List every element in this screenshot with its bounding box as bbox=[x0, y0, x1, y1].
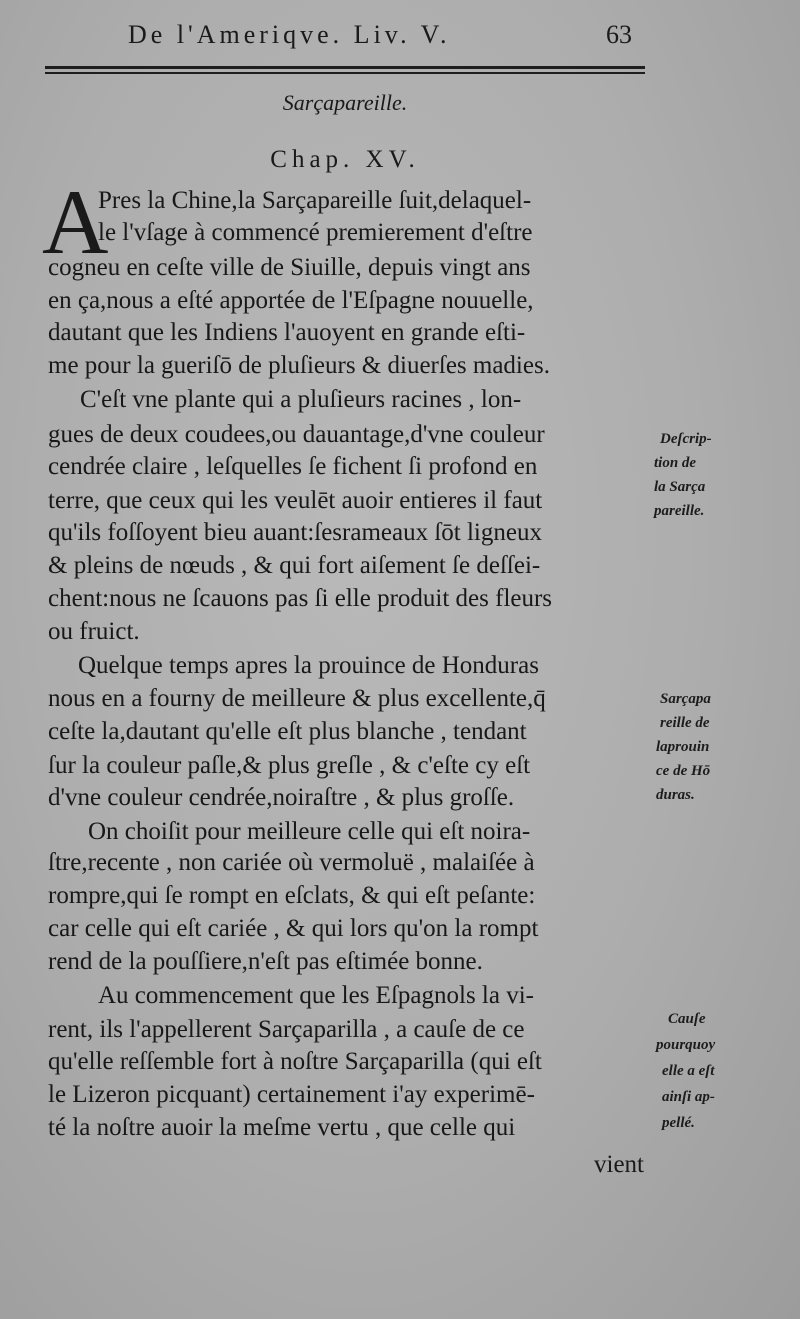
text-line: nous en a fourny de meilleure & plus excellente,q̄ bbox=[48, 685, 546, 712]
margin-note-line: ainſi ap- bbox=[662, 1089, 715, 1105]
drop-cap: A bbox=[42, 171, 109, 273]
text-line: terre, que ceux qui les veulēt auoir entieres il faut bbox=[48, 487, 543, 514]
margin-note-line: tion de bbox=[654, 455, 697, 471]
text-line: Au commencement que les Eſpagnols la vi- bbox=[98, 982, 534, 1009]
margin-note-line: reille de bbox=[660, 715, 710, 731]
margin-note-line: elle a eſt bbox=[662, 1063, 715, 1079]
section-title: Sarçapareille. bbox=[282, 90, 408, 115]
text-line: gues de deux coudees,ou dauantage,d'vne couleur bbox=[48, 421, 545, 448]
running-head bbox=[128, 20, 658, 56]
text-line: le Lizeron picquant) certainement i'ay experimē- bbox=[48, 1081, 535, 1108]
text-line: ſtre,recente , non cariée où vermoluë , malaiſée à bbox=[48, 849, 535, 876]
text-line: rompre,qui ſe rompt en eſclats, & qui eſt peſante: bbox=[48, 882, 536, 909]
header-rule bbox=[45, 66, 645, 69]
text-line: qu'ils foſſoyent bieu auant:ſesrameaux ſōt ligneux bbox=[48, 519, 542, 546]
margin-note-line: pareille. bbox=[654, 503, 705, 519]
text-line: On choiſit pour meilleure celle qui eſt noira- bbox=[88, 818, 531, 845]
running-head-title: De l'Ameriqve. Liv. V. bbox=[128, 20, 451, 49]
text-line: rend de la pouſſiere,n'eſt pas eſtimée bonne. bbox=[48, 948, 483, 975]
chapter-heading: Chap. XV. bbox=[270, 146, 420, 173]
text-line: me pour la gueriſō de pluſieurs & diuerſes madies. bbox=[48, 352, 550, 379]
text-line: qu'elle reſſemble fort à noſtre Sarçaparilla (qui eſt bbox=[48, 1048, 542, 1075]
text-line: ceſte la,dautant qu'elle eſt plus blanche , tendant bbox=[48, 718, 527, 745]
text-line: C'eſt vne plante qui a pluſieurs racines , lon- bbox=[80, 386, 522, 413]
text-line: cendrée claire , leſquelles ſe fichent ſi profond en bbox=[48, 453, 538, 480]
text-line: le l'vſage à commencé premierement d'eſtre bbox=[98, 219, 533, 246]
header-rule-thin bbox=[45, 72, 645, 74]
text-line: chent:nous ne ſcauons pas ſi elle produit des fleurs bbox=[48, 585, 553, 612]
margin-note-line: Cauſe bbox=[668, 1011, 706, 1027]
text-line: en ça,nous a eſté apportée de l'Eſpagne nouuelle, bbox=[48, 287, 534, 314]
text-line: car celle qui eſt cariée , & qui lors qu'on la rompt bbox=[48, 915, 539, 942]
margin-note-line: duras. bbox=[656, 787, 695, 803]
text-line: dautant que les Indiens l'auoyent en grande eſti- bbox=[48, 319, 526, 346]
margin-note-line: la Sarça bbox=[654, 479, 706, 495]
text-line: cogneu en ceſte ville de Siuille, depuis vingt ans bbox=[48, 254, 531, 281]
text-line: Pres la Chine,la Sarçapareille ſuit,delaquel- bbox=[98, 187, 532, 214]
page-number: 63 bbox=[606, 20, 632, 49]
text-line: & pleins de nœuds , & qui fort aiſement ſe deſſei- bbox=[48, 552, 541, 579]
text-line: té la noſtre auoir la meſme vertu , que celle qui bbox=[48, 1114, 516, 1141]
catchword: vient bbox=[594, 1151, 644, 1178]
margin-note-line: pourquoy bbox=[656, 1037, 716, 1053]
text-line: d'vne couleur cendrée,noiraſtre , & plus groſſe. bbox=[48, 784, 515, 811]
text-line: Quelque temps apres la prouince de Honduras bbox=[78, 652, 539, 679]
margin-note-line: Deſcrip- bbox=[660, 431, 712, 447]
margin-note-line: pellé. bbox=[662, 1115, 695, 1131]
margin-note-line: Sarçapa bbox=[660, 691, 711, 707]
text-line: rent, ils l'appellerent Sarçaparilla , a cauſe de ce bbox=[48, 1016, 525, 1043]
margin-note-line: laprouin bbox=[656, 739, 710, 755]
text-line: ou fruict. bbox=[48, 618, 140, 645]
text-line: ſur la couleur paſle,& plus greſle , & c'eſte cy eſt bbox=[48, 752, 531, 779]
margin-note-line: ce de Hō bbox=[656, 763, 711, 779]
